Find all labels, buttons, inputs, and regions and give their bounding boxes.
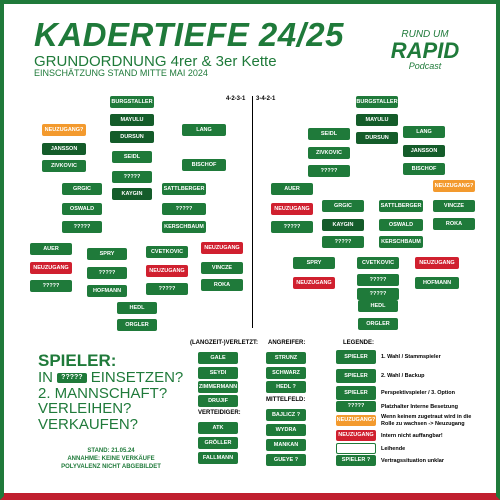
stand-polyvalence: POLYVALENZ NICHT ABGEBILDET — [61, 463, 161, 470]
player-box: CVETKOVIC — [357, 257, 399, 269]
podcast-logo — [382, 30, 468, 74]
player-box: ORGLER — [358, 318, 398, 330]
player-box: NEUZUGANG — [293, 277, 335, 289]
attacker-player: HEDL ? — [266, 381, 306, 393]
player-box: DURSUN — [110, 131, 154, 143]
legend-text: Intern nicht auffangbar! — [381, 433, 443, 439]
midfield-player: GUEYE ? — [266, 454, 306, 466]
logo-line-3: Podcast — [408, 61, 442, 71]
player-box: ORGLER — [117, 319, 157, 331]
player-box: ZIVKOVIC — [42, 160, 86, 172]
player-box: VINCZE — [433, 200, 475, 212]
attacker-player: STRUNZ — [266, 352, 306, 364]
injured-player: SEYDI — [198, 367, 238, 379]
question-line-5: VERKAUFEN? — [38, 416, 139, 434]
player-box: SATTLBERGER — [162, 183, 206, 195]
legend-box: SPIELER — [336, 386, 376, 400]
player-box: SEIDL — [112, 151, 152, 163]
player-box: NEUZUGANG — [146, 265, 188, 277]
player-box: KERSCHBAUM — [162, 221, 206, 233]
player-box: NEUZUGANG — [30, 262, 72, 274]
player-box: SATTLBERGER — [379, 200, 423, 212]
player-box: JANSSON — [403, 145, 445, 157]
player-box: NEUZUGANG — [415, 257, 459, 269]
player-box: NEUZUGANG? — [42, 124, 86, 136]
midfield-player: WYDRA — [266, 424, 306, 436]
formation-divider — [252, 96, 253, 328]
placeholder-box: ????? — [57, 373, 86, 382]
defender-player: FALLMANN — [198, 452, 238, 464]
frame-red-stripe — [4, 493, 496, 496]
page-subtitle-date: EINSCHÄTZUNG STAND MITTE MAI 2024 — [34, 68, 208, 78]
question-line-3: 2. MANNSCHAFT? — [38, 384, 168, 402]
player-box: HEDL — [358, 300, 398, 312]
injured-player: ZIMMERMANN — [198, 381, 238, 393]
player-box: GRGIC — [62, 183, 102, 195]
formation-right-label: 3-4-2-1 — [256, 96, 276, 102]
player-box: ????? — [162, 203, 206, 215]
page-title: KADERTIEFE 24/25 — [34, 16, 344, 53]
player-box: BISCHOF — [403, 163, 445, 175]
player-box: LANG — [403, 126, 445, 138]
player-box: ????? — [357, 288, 399, 300]
legend-text: Vertragssituation unklar — [381, 458, 444, 464]
player-box: BURGSTALLER — [110, 96, 154, 108]
midfield-player: MANKAN — [266, 439, 306, 451]
player-box: BURGSTALLER — [356, 96, 398, 108]
page-subtitle: GRUNDORDNUNG 4rer & 3er Kette — [34, 53, 277, 70]
player-box: MAYULU — [110, 114, 154, 126]
logo-line-2: RAPID — [390, 38, 460, 63]
player-box: ????? — [322, 236, 364, 248]
player-box: JANSSON — [42, 143, 86, 155]
legend-text: 1. Wahl / Stammspieler — [381, 354, 441, 360]
player-box: ZIVKOVIC — [308, 147, 350, 159]
player-box: SPRY — [87, 248, 127, 260]
stand-date: STAND: 21.05.24 — [87, 448, 135, 454]
player-box: ????? — [146, 283, 188, 295]
player-box: ????? — [271, 221, 313, 233]
question-in: IN — [38, 368, 53, 386]
player-box: OSWALD — [62, 203, 102, 215]
player-box: OSWALD — [379, 219, 423, 231]
player-box: ????? — [112, 171, 152, 183]
player-box: CVETKOVIC — [146, 246, 188, 258]
player-box: SEIDL — [308, 128, 350, 140]
attacker-player: SCHWARZ — [266, 367, 306, 379]
player-box: ????? — [30, 280, 72, 292]
player-box: HOFMANN — [87, 285, 127, 297]
legend-text: Platzhalter Interne Besetzung — [381, 404, 459, 410]
player-box: AUER — [30, 243, 72, 255]
player-box: NEUZUGANG — [201, 242, 243, 254]
player-box: ????? — [357, 274, 399, 286]
stand-note — [36, 448, 186, 471]
legend-box: SPIELER — [336, 369, 376, 383]
question-einsetzen: EINSETZEN? — [90, 368, 184, 386]
stand-assumption: ANNAHME: KEINE VERKÄUFE — [67, 455, 155, 462]
player-box: MAYULU — [356, 114, 398, 126]
defenders-header: VERTEIDIGER: — [198, 410, 241, 416]
logo-line-1: RUND UM — [401, 29, 449, 40]
player-box: GRGIC — [322, 200, 364, 212]
question-line-4: VERLEIHEN? — [38, 400, 132, 418]
player-box: HEDL — [117, 302, 157, 314]
legend-box: SPIELER ? — [336, 455, 376, 466]
legend-box: SPIELER — [336, 350, 376, 364]
player-box: ????? — [308, 165, 350, 177]
player-box: NEUZUGANG — [271, 203, 313, 215]
legend-box: ????? — [336, 401, 376, 412]
injured-player: GALE — [198, 352, 238, 364]
player-box: KERSCHBAUM — [379, 236, 423, 248]
formation-left-label: 4-2-3-1 — [226, 96, 246, 102]
injured-player: DRUJIF — [198, 395, 238, 407]
player-box: ????? — [62, 221, 102, 233]
player-box: AUER — [271, 183, 313, 195]
player-box: KAYGIN — [112, 188, 152, 200]
player-box: KAYGIN — [322, 219, 364, 231]
defender-player: ATK — [198, 422, 238, 434]
player-box: HOFMANN — [415, 277, 459, 289]
player-box: NEUZUGANG? — [433, 180, 475, 192]
questions-heading: SPIELER: — [38, 351, 117, 370]
injured-header: (LANGZEIT-)VERLETZT: — [190, 340, 258, 346]
player-box: BISCHOF — [182, 159, 226, 171]
legend-box: NEUZUGANG — [336, 430, 376, 441]
legend-box: NEUZUGANG? — [336, 415, 376, 426]
player-box: SPRY — [293, 257, 335, 269]
player-box: ROKA — [433, 218, 475, 230]
legend-text: 2. Wahl / Backup — [381, 373, 425, 379]
midfield-header: MITTELFELD: — [266, 397, 306, 403]
midfield-player: BAJLICZ ? — [266, 409, 306, 421]
player-box: DURSUN — [356, 132, 398, 144]
legend-text: Perspektivspieler / 3. Option — [381, 390, 455, 396]
attackers-header: ANGREIFER: — [268, 340, 306, 346]
legend-header: LEGENDE: — [343, 340, 375, 346]
legend-text: Leihende — [381, 446, 406, 452]
question-line-2 — [38, 370, 183, 386]
player-box: VINCZE — [201, 262, 243, 274]
legend-box — [336, 443, 376, 454]
player-box: ????? — [87, 267, 127, 279]
legend-text: Wenn keinem zugetraut wird in die Rolle zu wachsen -> Neuzugang — [381, 414, 472, 427]
spieler-questions — [38, 352, 183, 433]
defender-player: GRÖLLER — [198, 437, 238, 449]
player-box: LANG — [182, 124, 226, 136]
player-box: ROKA — [201, 279, 243, 291]
